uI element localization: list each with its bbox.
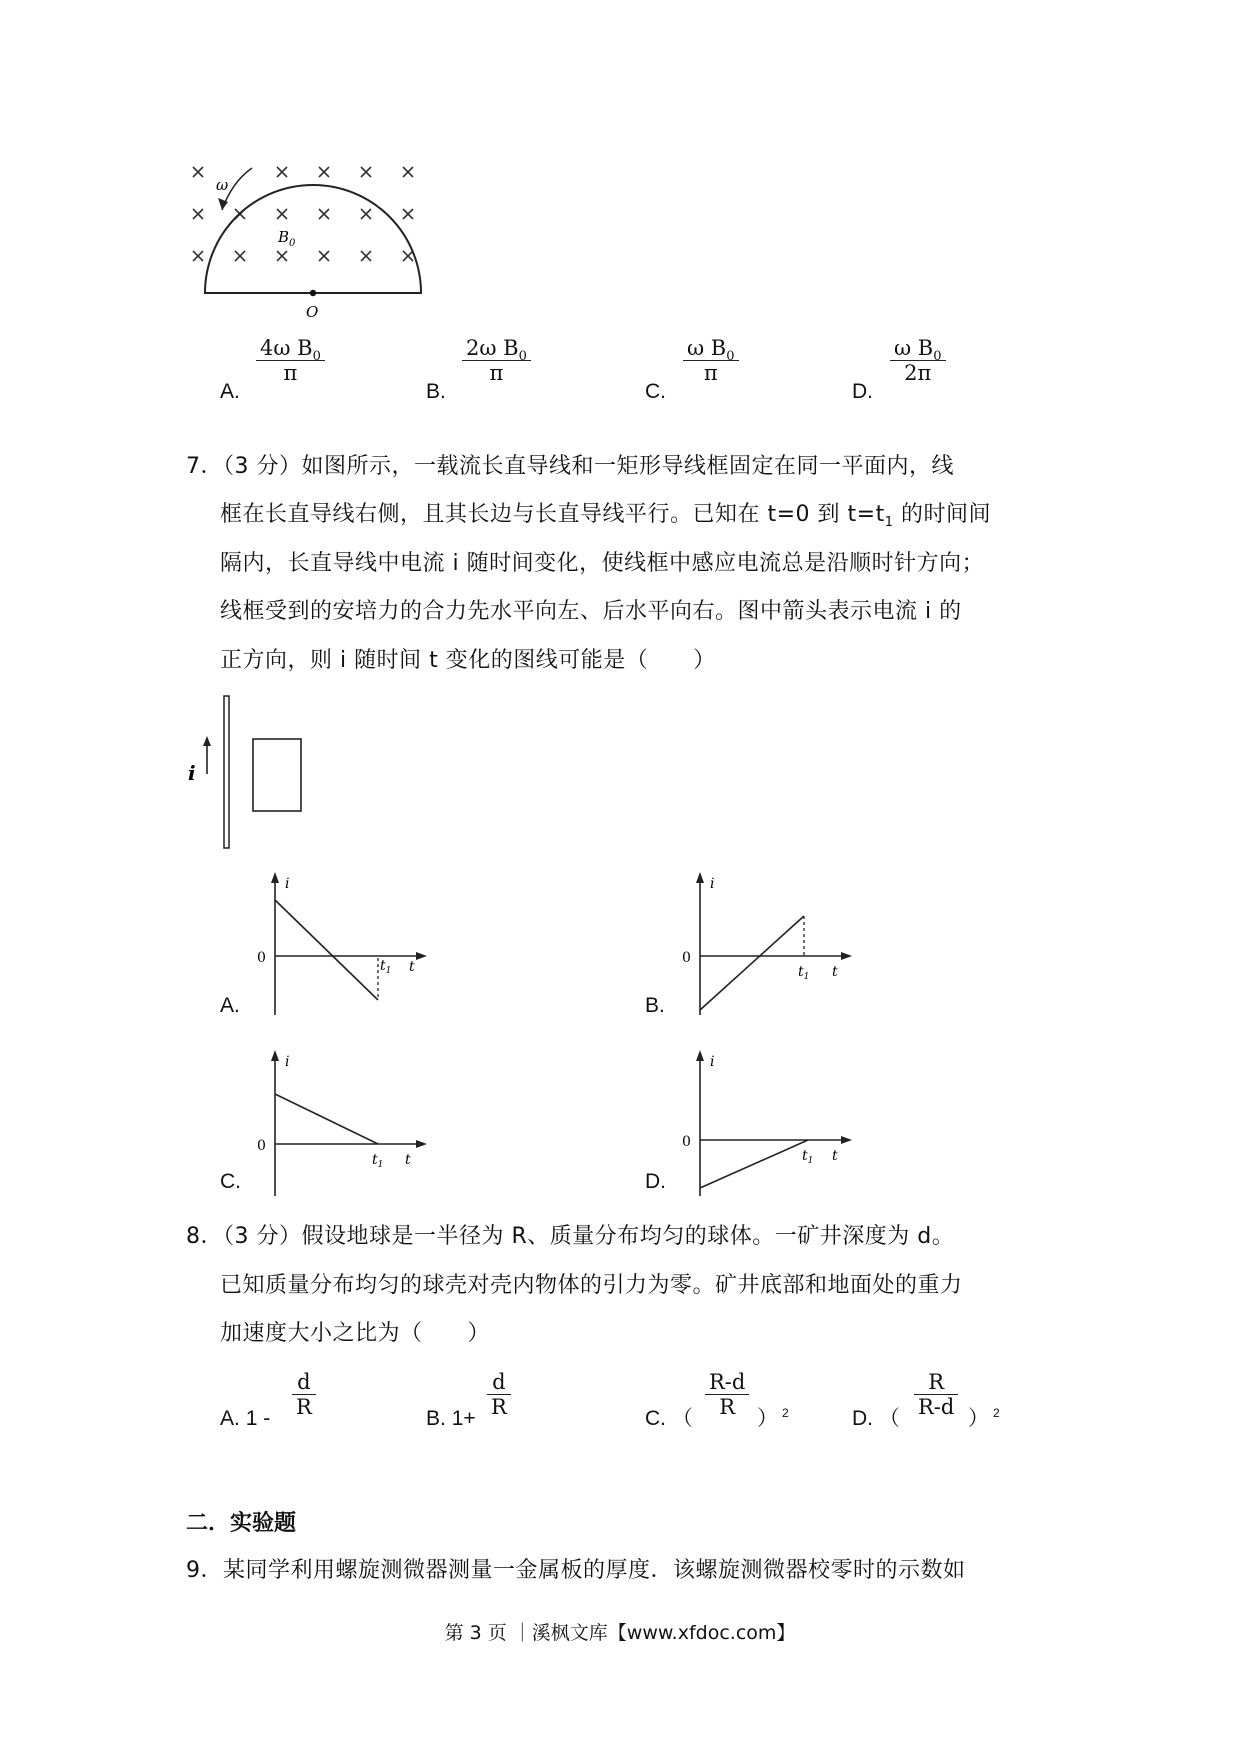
field-cross-mark — [277, 209, 287, 219]
graph-b-y-label: i — [710, 876, 715, 892]
graph-d-t1-label: $t_1$ — [802, 1148, 814, 1166]
q7-line-5: 正方向，则 i 随时间 t 变化的图线可能是（ ） — [220, 648, 716, 673]
section-2-title: 二．实验题 — [186, 1511, 297, 1536]
q7-graph-d — [680, 1048, 860, 1198]
q8-option-a: A. 1 - — [220, 1407, 271, 1430]
q7-option-a-letter: A. — [220, 994, 240, 1017]
graph-a-origin: 0 — [257, 950, 266, 966]
graph-a-t1-label: $t_1$ — [380, 958, 392, 976]
field-cross-mark — [403, 251, 413, 261]
q8-option-b: B. 1+ — [426, 1407, 476, 1430]
q7-graph-b — [680, 870, 860, 1020]
field-cross-mark — [277, 251, 287, 261]
center-o-label: O — [306, 303, 319, 321]
field-cross-mark — [361, 251, 371, 261]
page-footer: 第 3 页 ｜溪枫文库【www.xfdoc.com】 — [444, 1622, 796, 1644]
field-cross-mark — [319, 251, 329, 261]
graph-b-x-label: t — [832, 964, 838, 980]
field-cross-mark — [193, 209, 203, 219]
graph-d-origin: 0 — [682, 1134, 691, 1150]
field-cross-mark — [193, 167, 203, 177]
field-cross-mark — [193, 251, 203, 261]
field-cross-mark — [319, 167, 329, 177]
q8-option-a-fraction: d R — [292, 1370, 316, 1419]
graph-d-x-label: t — [832, 1148, 838, 1164]
q8-option-d-fraction: R R-d — [914, 1370, 958, 1419]
q7-option-d-letter: D. — [645, 1170, 666, 1193]
field-cross-mark — [319, 209, 329, 219]
field-cross-mark — [235, 251, 245, 261]
q9-line-1: 9．某同学利用螺旋测微器测量一金属板的厚度．该螺旋测微器校零时的示数如 — [186, 1558, 966, 1583]
q8-line-2: 已知质量分布均匀的球壳对壳内物体的引力为零。矿井底部和地面处的重力 — [220, 1273, 963, 1298]
field-cross-mark — [403, 167, 413, 177]
q8-option-d: D. （ — [852, 1407, 900, 1430]
q6-option-d-letter: D. — [852, 380, 873, 403]
field-cross-mark — [361, 167, 371, 177]
graph-b-t1-label: $t_1$ — [798, 964, 810, 982]
graph-c-t1-label: $t_1$ — [372, 1152, 384, 1170]
field-cross-mark — [403, 209, 413, 219]
q8-option-c-suffix: ） $^2$ — [757, 1406, 789, 1430]
q8-line-3: 加速度大小之比为（ ） — [220, 1321, 491, 1346]
graph-a-x-label: t — [409, 959, 415, 975]
q7-line-3: 隔内，长直导线中电流 i 随时间变化，使线框中感应电流总是沿顺时针方向； — [220, 551, 985, 576]
field-cross-mark — [361, 209, 371, 219]
q7-line-4: 线框受到的安培力的合力先水平向左、后水平向右。图中箭头表示电流 i 的 — [220, 599, 962, 624]
q6-option-a-fraction: 4ω $B_0$ π — [256, 336, 325, 385]
q7-line-1: 7．（3 分）如图所示，一载流长直导线和一矩形导线框固定在同一平面内，线 — [186, 454, 954, 479]
q6-option-b-letter: B. — [426, 380, 446, 403]
q8-option-c: C. （ — [645, 1407, 693, 1430]
graph-b-origin: 0 — [682, 950, 691, 966]
q8-option-c-fraction: R-d R — [705, 1370, 749, 1419]
q7-graph-c — [255, 1048, 435, 1198]
q7-wire-loop-figure — [180, 694, 310, 854]
q6-option-d-fraction: ω $B_0$ 2π — [890, 336, 946, 385]
q7-option-c-letter: C. — [220, 1170, 241, 1193]
q6-option-a-letter: A. — [220, 380, 240, 403]
q8-option-b-fraction: d R — [487, 1370, 511, 1419]
graph-c-origin: 0 — [257, 1138, 266, 1154]
b0-label: $B_0$ — [278, 228, 296, 249]
graph-d-y-label: i — [710, 1054, 715, 1070]
q8-option-d-suffix: ） $^2$ — [968, 1406, 1000, 1430]
current-i-label: i — [188, 761, 196, 785]
field-cross-mark — [277, 167, 287, 177]
q7-graph-a — [255, 870, 435, 1020]
omega-label: ω — [216, 176, 229, 194]
graph-c-x-label: t — [405, 1152, 411, 1168]
graph-a-y-label: i — [285, 876, 290, 892]
q6-option-c-letter: C. — [645, 380, 666, 403]
graph-c-y-label: i — [285, 1054, 290, 1070]
q7-option-b-letter: B. — [645, 994, 665, 1017]
q7-line-2: 框在长直导线右侧，且其长边与长直导线平行。已知在 t=0 到 $t=t_1$ 的时间间 — [220, 502, 992, 530]
q8-line-1: 8．（3 分）假设地球是一半径为 R、质量分布均匀的球体。一矿井深度为 d。 — [186, 1224, 955, 1249]
q6-option-b-fraction: 2ω $B_0$ π — [462, 336, 531, 385]
q6-option-c-fraction: ω $B_0$ π — [683, 336, 739, 385]
q6-semicircle-figure — [180, 150, 440, 325]
